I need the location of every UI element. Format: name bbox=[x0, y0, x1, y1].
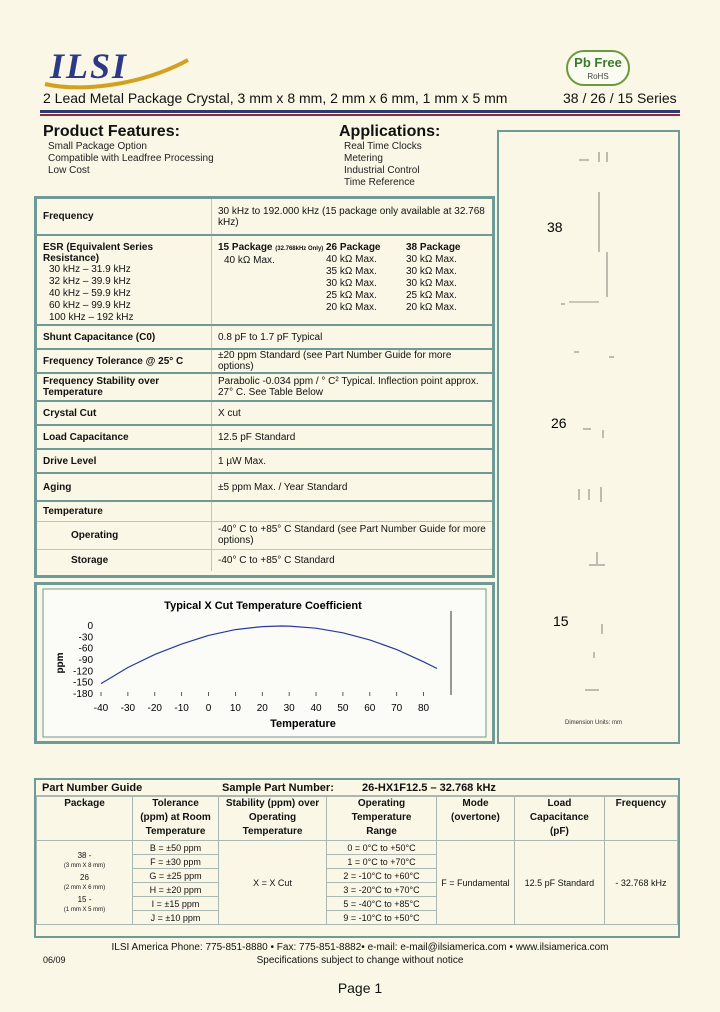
esr-value: 30 kΩ Max. bbox=[406, 278, 457, 289]
esr-col-head: 15 Package bbox=[218, 242, 273, 253]
op-temp-cell: 2 = -10°C to +60°C bbox=[327, 869, 437, 883]
temperature-coefficient-chart-box bbox=[34, 582, 495, 744]
spec-value: 12.5 pF Standard bbox=[212, 425, 493, 449]
logo-text: ILSI bbox=[50, 46, 129, 86]
chart-y-axis-label: ppm bbox=[55, 652, 66, 674]
spec-label: Storage bbox=[37, 549, 212, 571]
esr-values bbox=[212, 235, 493, 325]
spec-label: Shunt Capacitance (C0) bbox=[37, 325, 212, 349]
part-guide-table bbox=[36, 796, 678, 925]
spec-label: Operating bbox=[37, 521, 212, 549]
rohs-label: RoHS bbox=[587, 72, 609, 81]
temperature-coefficient-chart bbox=[37, 585, 492, 741]
footer-note: Specifications subject to change without notice bbox=[256, 955, 464, 966]
spec-label: Load Capacitance bbox=[37, 425, 212, 449]
header-rule-maroon bbox=[40, 114, 680, 116]
x-tick-label: -30 bbox=[120, 703, 136, 714]
x-tick-label: 80 bbox=[417, 703, 430, 714]
esr-col-38 bbox=[406, 242, 486, 314]
dimension-units-note: Dimension Units: mm bbox=[565, 720, 623, 726]
spec-label: Frequency bbox=[37, 199, 212, 235]
tolerance-cell: I = ±15 ppm bbox=[133, 897, 219, 911]
spec-value: -40° C to +85° C Standard (see Part Number Guide for more options) bbox=[212, 521, 493, 549]
esr-value: 35 kΩ Max. bbox=[326, 266, 377, 277]
spec-label: Temperature bbox=[37, 501, 212, 521]
application-item: Industrial Control bbox=[344, 165, 420, 176]
features-list bbox=[48, 141, 214, 177]
stability-cell: X = X Cut bbox=[219, 841, 327, 925]
chart-title: Typical X Cut Temperature Coefficient bbox=[164, 600, 362, 612]
feature-item: Low Cost bbox=[48, 165, 90, 176]
drawing-label-26: 26 bbox=[551, 415, 567, 431]
spec-row-storage bbox=[37, 549, 492, 571]
esr-value: 30 kΩ Max. bbox=[326, 278, 377, 289]
col-header: Stability (ppm) over Operating Temperature bbox=[219, 797, 327, 841]
spec-row-operating bbox=[37, 521, 492, 549]
y-tick-label: -150 bbox=[72, 677, 93, 689]
drawing-38 bbox=[561, 152, 607, 304]
spec-row-stability bbox=[37, 373, 492, 401]
spec-label: Crystal Cut bbox=[37, 401, 212, 425]
applications-heading: Applications: bbox=[339, 123, 441, 140]
esr-value: 40 kΩ Max. bbox=[326, 254, 377, 265]
package-line: (3 mm X 8 mm) bbox=[63, 862, 106, 869]
op-temp-cell: 5 = -40°C to +85°C bbox=[327, 897, 437, 911]
footer-date: 06/09 bbox=[43, 955, 66, 965]
esr-value: 25 kΩ Max. bbox=[326, 290, 377, 301]
y-tick-label: -60 bbox=[78, 643, 93, 655]
spec-row-tolerance bbox=[37, 349, 492, 373]
drawing-label-15: 15 bbox=[553, 613, 569, 629]
tolerance-cell: J = ±10 ppm bbox=[133, 911, 219, 925]
col-header: Mode (overtone) bbox=[437, 797, 515, 841]
x-tick-label: 40 bbox=[310, 703, 322, 714]
application-item: Time Reference bbox=[344, 177, 415, 188]
feature-item: Compatible with Leadfree Processing bbox=[48, 153, 214, 164]
esr-value: 30 kΩ Max. bbox=[406, 266, 457, 277]
part-guide-title: Part Number Guide bbox=[42, 781, 143, 794]
tolerance-cell: H = ±20 ppm bbox=[133, 883, 219, 897]
sample-part-value: 26-HX1F12.5 – 32.768 kHz bbox=[362, 781, 496, 794]
page-number: Page 1 bbox=[337, 980, 383, 996]
specifications-table bbox=[34, 196, 495, 578]
spec-row-drive bbox=[37, 449, 492, 473]
tolerance-cell: F = ±30 ppm bbox=[133, 855, 219, 869]
spec-row-esr bbox=[37, 235, 492, 325]
features-heading: Product Features: bbox=[43, 123, 180, 140]
esr-col-15 bbox=[218, 242, 326, 314]
x-tick-label: 10 bbox=[229, 703, 241, 714]
y-tick-label: -120 bbox=[72, 666, 93, 678]
esr-col-head: 26 Package bbox=[326, 242, 381, 253]
spec-value: Parabolic -0.034 ppm / ° C² Typical. Inflection point approx. 27° C. See Table Below bbox=[212, 373, 493, 401]
load-cell: 12.5 pF Standard bbox=[514, 841, 604, 925]
esr-value: 30 kΩ Max. bbox=[406, 254, 457, 265]
spec-row-shunt bbox=[37, 325, 492, 349]
esr-col-26 bbox=[326, 242, 406, 314]
esr-col-head: 38 Package bbox=[406, 242, 461, 253]
spec-value: 30 kHz to 192.000 kHz (15 package only available at 32.768 kHz) bbox=[212, 199, 493, 235]
op-temp-cell: 9 = -10°C to +50°C bbox=[327, 911, 437, 925]
esr-range: 100 kHz – 192 kHz bbox=[49, 312, 134, 323]
spec-value: -40° C to +85° C Standard bbox=[218, 554, 335, 566]
part-guide-header-row bbox=[37, 797, 678, 841]
series-label: 38 / 26 / 15 Series bbox=[563, 90, 677, 106]
spec-value: 1 µW Max. bbox=[212, 449, 493, 473]
dimension-drawings-panel bbox=[497, 130, 680, 744]
esr-value: 25 kΩ Max. bbox=[406, 290, 457, 301]
pb-free-label: Pb Free bbox=[574, 55, 622, 70]
chart-x-axis-label: Temperature bbox=[270, 718, 336, 730]
package-line: 38 - bbox=[77, 850, 92, 860]
x-tick-label: 0 bbox=[205, 703, 212, 714]
applications-list bbox=[344, 141, 422, 189]
x-tick-label: 30 bbox=[283, 703, 295, 714]
x-tick-label: 20 bbox=[256, 703, 268, 714]
esr-value: 20 kΩ Max. bbox=[406, 302, 457, 313]
col-header: Frequency bbox=[604, 797, 677, 841]
x-tick-label: 70 bbox=[391, 703, 403, 714]
sample-part-label: Sample Part Number: bbox=[222, 781, 334, 794]
spec-value: X cut bbox=[212, 401, 493, 425]
x-tick-label: -20 bbox=[147, 703, 162, 714]
col-header: Load Capacitance (pF) bbox=[514, 797, 604, 841]
spec-value: ±5 ppm Max. / Year Standard bbox=[212, 473, 493, 501]
spec-row-load bbox=[37, 425, 492, 449]
drawing-15 bbox=[585, 552, 605, 690]
mode-cell: F = Fundamental bbox=[437, 841, 515, 925]
esr-ranges bbox=[43, 264, 205, 324]
application-item: Metering bbox=[344, 153, 383, 164]
dimension-drawings bbox=[499, 132, 678, 742]
package-cell bbox=[37, 841, 133, 925]
footer-contact: ILSI America Phone: 775-851-8880 • Fax: 775-851-8882• e-mail: e-mail@ilsiamerica.com • www.ilsiamerica.com bbox=[111, 942, 609, 953]
drawing-label-38: 38 bbox=[547, 219, 563, 235]
col-header: Tolerance (ppm) at Room Temperature bbox=[133, 797, 219, 841]
x-tick-label: -10 bbox=[174, 703, 189, 714]
part-guide-title-bar bbox=[36, 780, 678, 796]
package-line: 15 - bbox=[77, 894, 92, 904]
x-tick-label: -40 bbox=[93, 703, 109, 714]
x-tick-label: 60 bbox=[364, 703, 376, 714]
y-tick-label: -180 bbox=[72, 689, 93, 700]
y-tick-label: -30 bbox=[78, 632, 93, 644]
part-guide-row bbox=[37, 841, 678, 855]
op-temp-cell: 1 = 0°C to +70°C bbox=[327, 855, 437, 869]
spec-row-frequency bbox=[37, 199, 492, 235]
tolerance-cell: G = ±25 ppm bbox=[133, 869, 219, 883]
esr-range: 30 kHz – 31.9 kHz bbox=[49, 264, 131, 275]
package-line: (1 mm X 5 mm) bbox=[63, 906, 106, 913]
esr-cell bbox=[37, 235, 212, 325]
spec-label: Drive Level bbox=[37, 449, 212, 473]
spec-label: Frequency Stability over Temperature bbox=[37, 373, 212, 401]
spec-row-cut bbox=[37, 401, 492, 425]
page-subtitle: 2 Lead Metal Package Crystal, 3 mm x 8 mm, 2 mm x 6 mm, 1 mm x 5 mm bbox=[43, 90, 508, 106]
header-rule-navy bbox=[40, 110, 680, 113]
y-tick-label: 0 bbox=[87, 621, 93, 632]
pb-free-badge bbox=[566, 50, 630, 86]
spec-row-temperature bbox=[37, 501, 492, 521]
esr-range: 32 kHz – 39.9 kHz bbox=[49, 276, 131, 287]
esr-range: 40 kHz – 59.9 kHz bbox=[49, 288, 131, 299]
spec-row-aging bbox=[37, 473, 492, 501]
ilsi-logo bbox=[40, 46, 190, 90]
package-line: 26 bbox=[80, 872, 89, 882]
y-tick-label: -90 bbox=[78, 655, 93, 666]
spec-label: ESR (Equivalent Series Resistance) bbox=[43, 242, 154, 264]
part-number-guide bbox=[34, 778, 680, 938]
col-header: Operating Temperature Range bbox=[327, 797, 437, 841]
op-temp-cell: 3 = -20°C to +70°C bbox=[327, 883, 437, 897]
col-header: Package bbox=[37, 797, 133, 841]
esr-range: 60 kHz – 99.9 kHz bbox=[49, 300, 131, 311]
spec-label: Frequency Tolerance @ 25° C bbox=[37, 349, 212, 373]
frequency-cell: - 32.768 kHz bbox=[604, 841, 677, 925]
spec-value: 0.8 pF to 1.7 pF Typical bbox=[212, 325, 493, 349]
esr-col-note: (32.768kHz Only) bbox=[275, 246, 324, 252]
esr-value: 20 kΩ Max. bbox=[326, 302, 377, 313]
tolerance-cell: B = ±50 ppm bbox=[133, 841, 219, 855]
spec-value: ±20 ppm Standard (see Part Number Guide for more options) bbox=[212, 349, 493, 373]
x-tick-label: 50 bbox=[337, 703, 349, 714]
spec-label: Aging bbox=[37, 473, 212, 501]
feature-item: Small Package Option bbox=[48, 141, 147, 152]
op-temp-cell: 0 = 0°C to +50°C bbox=[327, 841, 437, 855]
esr-value: 40 kΩ Max. bbox=[224, 255, 275, 266]
package-line: (2 mm X 6 mm) bbox=[63, 884, 106, 891]
application-item: Real Time Clocks bbox=[344, 141, 422, 152]
drawing-26 bbox=[574, 352, 614, 502]
